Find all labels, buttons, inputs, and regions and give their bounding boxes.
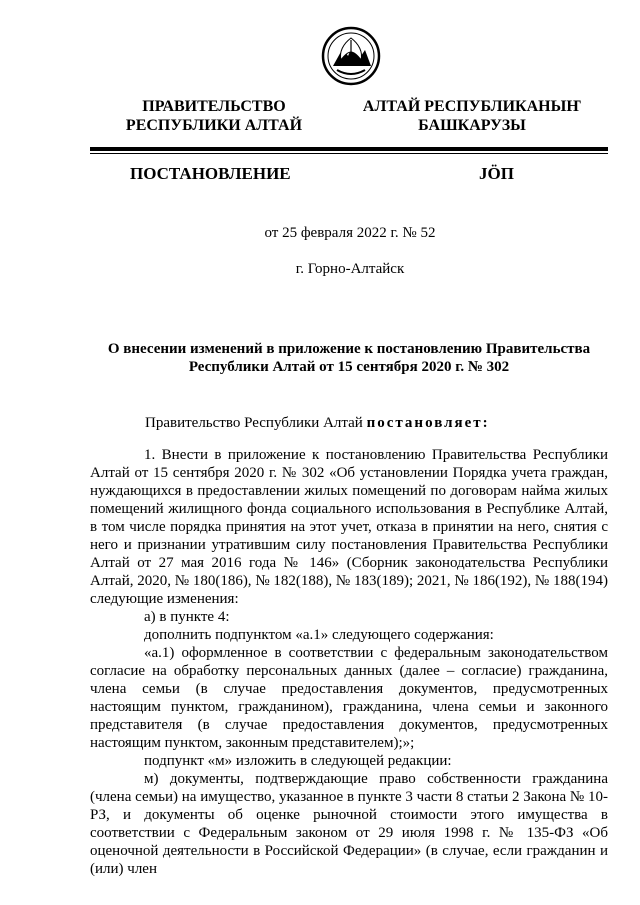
document-title-line2: Республики Алтай от 15 сентября 2020 г. № 302 [188, 359, 510, 375]
intro-line [145, 414, 490, 432]
header-left-line2: РЕСПУБЛИКИ АЛТАЙ [125, 117, 303, 134]
body-paragraph: подпункт «м» изложить в следующей редакции: [144, 753, 452, 769]
header-left [100, 97, 328, 135]
document-title-line1: О внесении изменений в приложение к постановлению Правительства [107, 341, 591, 357]
header-divider-thin [90, 153, 608, 154]
body-paragraph: а) в пункте 4: [144, 609, 230, 625]
document-city: г. Горно-Алтайск [295, 261, 405, 277]
body-paragraph: дополнить подпунктом «а.1» следующего содержания: [144, 627, 494, 643]
header-left-line1: ПРАВИТЕЛЬСТВО [142, 98, 286, 115]
doc-type-alt: JÖП [479, 164, 514, 183]
header-right-line1: АЛТАЙ РЕСПУБЛИКАНЫҤ [362, 98, 582, 115]
header-right-line2: БАШКАРУЗЫ [418, 117, 526, 134]
document-body [90, 446, 608, 878]
header-right [360, 97, 584, 135]
header-divider-thick [90, 147, 608, 151]
document-date: от 25 февраля 2022 г. № 52 [264, 225, 436, 241]
body-paragraph: 1. Внести в приложение к постановлению Правительства Республики Алтай от 15 сентября 2020 г. № 302 «Об установлении Порядка учета граждан, нуждающихся в предоставлении жилых помещений по договорам найма жилых помещений жилищного фонда социального использования в Республике Алтай, в том числе порядка принятия на этот учет, отказа в принятии на него, снятия с него и признании утратившим силу постановления Правительства Республики Алтай от 27 мая 2016 года № 146» (Сборник законодательства Республики Алтай, 2020, № 180(186), № 182(188), № 183(189); 2021, № 186(192), № 188(194) следующие изменения: [90, 447, 608, 607]
document-title [90, 340, 608, 376]
body-paragraph: «а.1) оформленное в соответствии с федеральным законодательством согласие на обработку персональных данных (далее – согласие) гражданина, члена семьи (в случае предоставления документов, предусмотренных настоящим пунктом, гражданином), гражданина, члена семьи и законного представителя (в случае предоставления документов, предусмотренных настоящим пунктом, законным представителем);»; [90, 645, 608, 751]
intro-text: Правительство Республики Алтай [145, 415, 367, 431]
republic-altai-emblem-icon [321, 26, 381, 86]
decree-word: постановляет: [366, 415, 490, 431]
doc-type-ru: ПОСТАНОВЛЕНИЕ [130, 164, 291, 183]
body-paragraph: м) документы, подтверждающие право собственности гражданина (члена семьи) на имущество, указанное в пункте 3 части 8 статьи 2 Закона № 10-РЗ, и документы об оценке рыночной стоимости этого имущества в соответствии с Федеральным законом от 29 июля 1998 г. № 135-ФЗ «Об оценочной деятельности в Российской Федерации» (в случае, если гражданин и (или) член [90, 771, 608, 877]
